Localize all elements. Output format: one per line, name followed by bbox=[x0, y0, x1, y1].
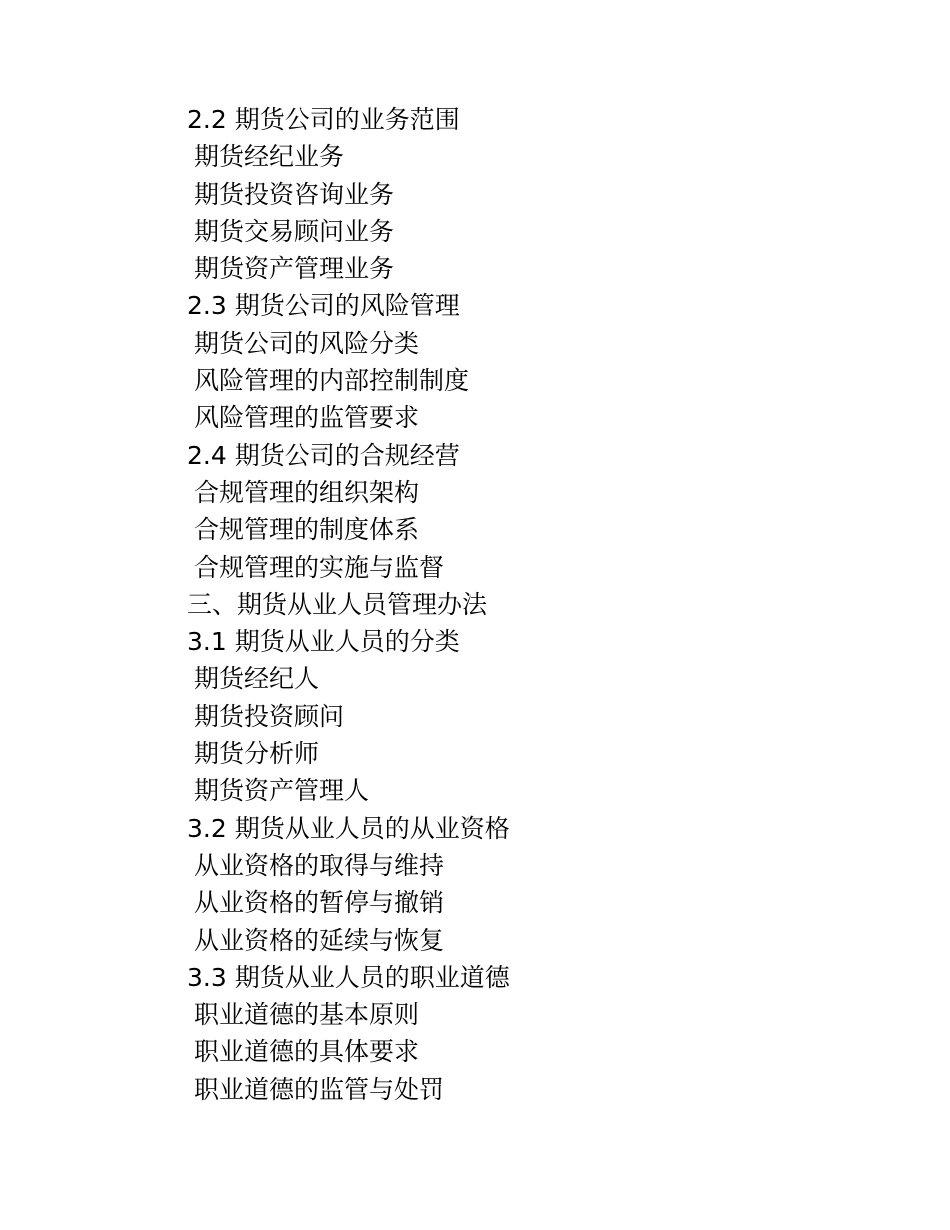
outline-subitem: 职业道德的具体要求 bbox=[194, 1037, 420, 1067]
outline-subitem: 职业道德的基本原则 bbox=[194, 1000, 420, 1030]
outline-subitem: 从业资格的暂停与撤销 bbox=[194, 888, 445, 918]
outline-heading: 2.3 期货公司的风险管理 bbox=[187, 291, 460, 321]
outline-heading: 2.2 期货公司的业务范围 bbox=[187, 105, 460, 134]
outline-subitem: 风险管理的内部控制制度 bbox=[194, 366, 470, 396]
outline-subitem: 从业资格的延续与恢复 bbox=[194, 925, 445, 955]
outline-subitem: 职业道德的监管与处罚 bbox=[194, 1074, 445, 1104]
outline-subitem: 期货交易顾问业务 bbox=[194, 216, 395, 246]
outline-subitem: 期货公司的风险分类 bbox=[194, 328, 420, 358]
outline-subitem: 期货经纪人 bbox=[194, 664, 320, 694]
outline-subitem: 从业资格的取得与维持 bbox=[194, 850, 445, 880]
outline-heading: 3.1 期货从业人员的分类 bbox=[187, 627, 460, 657]
outline-heading: 3.3 期货从业人员的职业道德 bbox=[187, 962, 510, 992]
outline-subitem: 期货投资咨询业务 bbox=[194, 179, 395, 209]
outline-subitem: 风险管理的监管要求 bbox=[194, 403, 420, 433]
outline-subitem: 期货经纪业务 bbox=[194, 142, 345, 172]
outline-list bbox=[187, 101, 887, 1108]
outline-subitem: 期货分析师 bbox=[194, 739, 320, 769]
outline-subitem: 期货资产管理人 bbox=[194, 776, 370, 806]
outline-heading: 3.2 期货从业人员的从业资格 bbox=[187, 813, 510, 843]
outline-heading: 2.4 期货公司的合规经营 bbox=[187, 440, 460, 470]
outline-subitem: 期货资产管理业务 bbox=[194, 254, 395, 284]
outline-subitem: 合规管理的组织架构 bbox=[194, 477, 420, 507]
outline-subitem: 期货投资顾问 bbox=[194, 701, 345, 731]
outline-subitem: 合规管理的制度体系 bbox=[194, 515, 420, 545]
outline-heading: 三、期货从业人员管理办法 bbox=[187, 589, 488, 619]
outline-subitem: 合规管理的实施与监督 bbox=[194, 552, 445, 582]
